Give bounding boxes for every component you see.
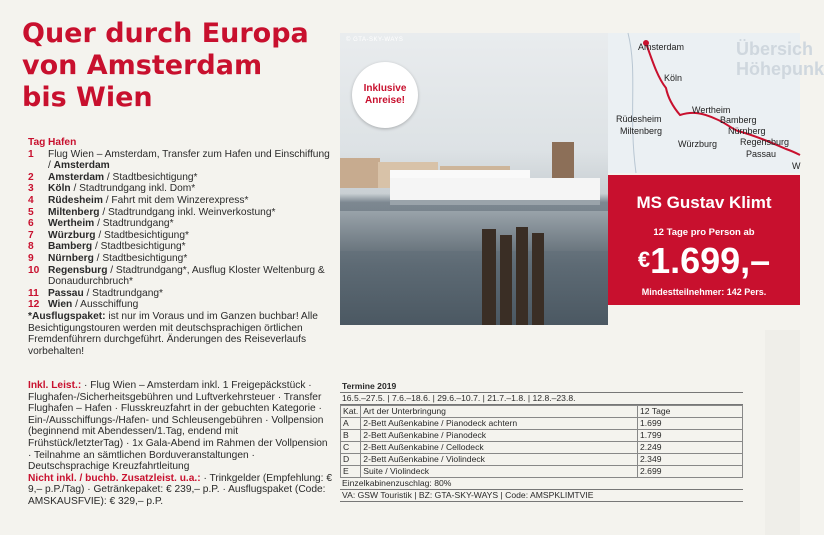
day-number: 11: [28, 287, 39, 299]
extras-label: Nicht inkl. / buchb. Zusatzleist. u.a.:: [28, 472, 201, 484]
day-description: [48, 218, 333, 230]
day-text-before: Flug Wien – Amsterdam, Transfer zum Hafen und Einschiffung /: [48, 148, 330, 172]
inclusions-text: · Flug Wien – Amsterdam inkl. 1 Freigepäckstück · Flughafen-/Sicherheitsgebühren und Luftverkehrsteuer · Transfer Flughafen – Hafen · Flusskreuzfahrt in der gebuchten Kategorie · Ein-/Ausschiffungs-/Hafen- und Schleusengebühren · Vollpension (beginnend mit Abendessen/1.Tag, endend mit Frühstück/letzterTag) · 1x Gala-Abend im Rahmen der Vollpension · Teilnahme an sämtlichen Borduveranstaltungen · Deutschsprachige Kreuzfahrtleitung: [28, 380, 328, 473]
city-wertheim: Wertheim: [692, 105, 731, 115]
page-title: [22, 18, 332, 114]
day-place: Nürnberg: [48, 252, 94, 264]
cabin-category: C: [341, 442, 361, 454]
header-port: Hafen: [48, 137, 77, 148]
day-place: Miltenberg: [48, 206, 100, 218]
duration: 12 Tage pro Person ab: [653, 227, 755, 238]
dates-title: Termine 2019: [340, 381, 743, 393]
itinerary-row: [28, 172, 333, 184]
day-number: 12: [28, 299, 40, 311]
table-header-row: [341, 406, 743, 418]
day-description: [48, 149, 333, 172]
min-participants: Mindestteilnehmer: 142 Pers.: [641, 287, 767, 297]
city-ruedesheim: Rüdesheim: [616, 114, 662, 124]
table-row: [341, 442, 743, 454]
day-text-after: / Stadtbesichtigung*: [95, 229, 189, 241]
cabin-type: Suite / Violindeck: [361, 466, 638, 478]
city-regensburg: Regensburg: [740, 137, 790, 147]
day-number: 8: [28, 241, 34, 253]
day-description: [48, 265, 333, 288]
itinerary-header: [28, 137, 333, 149]
cabin-category: B: [341, 430, 361, 442]
col-price: 12 Tage: [638, 406, 743, 418]
itinerary-row: [28, 241, 333, 253]
table-row: [341, 466, 743, 478]
city-nuernberg: Nürnberg: [728, 126, 766, 136]
day-text-after: / Stadtrundgang*, Ausflug Kloster Weltenburg & Donaudurchbruch*: [48, 264, 325, 288]
day-number: 3: [28, 183, 34, 195]
city-passau: Passau: [746, 149, 777, 159]
title-line-2: von Amsterdam: [22, 50, 263, 81]
day-text-after: / Stadtbesichtigung*: [92, 241, 186, 253]
day-description: [48, 172, 333, 184]
city-wien: W: [792, 161, 801, 171]
day-description: [48, 183, 333, 195]
title-line-3: bis Wien: [22, 82, 153, 113]
day-description: [48, 288, 333, 300]
itinerary-row: [28, 299, 333, 311]
day-description: [48, 299, 333, 311]
itinerary-row: [28, 149, 333, 172]
cabin-type: 2-Bett Außenkabine / Cellodeck: [361, 442, 638, 454]
day-number: 6: [28, 218, 34, 230]
itinerary-row: [28, 195, 333, 207]
price-box: [608, 175, 800, 305]
day-text-after: / Stadtbesichtigung*: [104, 171, 198, 183]
itinerary-row: [28, 230, 333, 242]
water-reflection: [340, 211, 608, 251]
header-day: Tag: [28, 137, 46, 148]
day-text-after: / Stadtbesichtigung*: [93, 252, 188, 264]
inclusions: [28, 380, 333, 508]
dates-table: [340, 381, 743, 502]
day-text-after: / Stadtrundgang*: [83, 287, 163, 299]
mooring-pile: [532, 233, 544, 325]
cabin-type: 2-Bett Außenkabine / Violindeck: [361, 454, 638, 466]
mooring-pile: [482, 229, 496, 325]
mooring-pile: [500, 235, 512, 325]
cabin-price: 2.699: [638, 466, 743, 478]
badge-line-2: Anreise!: [364, 95, 405, 106]
title-line-1: Quer durch Europa: [22, 18, 309, 49]
day-text-after: / Ausschiffung: [72, 299, 139, 311]
city-amsterdam: Amsterdam: [638, 42, 685, 52]
cabin-price: 2.249: [638, 442, 743, 454]
day-text-after: / Fahrt mit dem Winzerexpress*: [102, 194, 249, 206]
day-description: [48, 207, 333, 219]
ghost-line-1: Übersich: [736, 39, 814, 59]
city-wuerzburg: Würzburg: [678, 139, 718, 149]
day-description: [48, 230, 333, 242]
itinerary-days: [28, 149, 333, 311]
itinerary-row: [28, 218, 333, 230]
day-text-after: / Stadtrundgang*: [94, 218, 174, 230]
itinerary-row: [28, 207, 333, 219]
page-edge: [765, 330, 800, 535]
day-place: Amsterdam: [48, 171, 105, 183]
cabin-price: 1.699: [638, 418, 743, 430]
day-number: 1: [28, 148, 34, 160]
booking-codes: VA: GSW Touristik | BZ: GTA-SKY-WAYS | Code: AMSPKLIMTVIE: [340, 490, 743, 502]
day-number: 5: [28, 206, 34, 218]
day-number: 2: [28, 171, 34, 183]
day-place: Regensburg: [48, 264, 108, 276]
note-label: *Ausflugspaket:: [28, 310, 106, 322]
price-value: 1.699,–: [650, 240, 771, 281]
city-koeln: Köln: [664, 73, 683, 83]
dates-list: 16.5.–27.5. | 7.6.–18.6. | 29.6.–10.7. | 21.7.–1.8. | 12.8.–23.8.: [340, 393, 743, 405]
day-place: Amsterdam: [53, 160, 110, 172]
itinerary-row: [28, 288, 333, 300]
cabin-type: 2-Bett Außenkabine / Pianodeck: [361, 430, 638, 442]
day-text-after: / Stadtrundgang inkl. Weinverkostung*: [99, 206, 276, 218]
cabin-price: 1.799: [638, 430, 743, 442]
day-place: Würzburg: [48, 229, 96, 241]
table-row: [341, 454, 743, 466]
day-place: Köln: [48, 183, 71, 195]
city-bamberg: Bamberg: [720, 115, 757, 125]
table-row: [341, 418, 743, 430]
cabin-type: 2-Bett Außenkabine / Pianodeck achtern: [361, 418, 638, 430]
cabin-table: [340, 405, 743, 478]
day-text-after: / Stadtrundgang inkl. Dom*: [70, 183, 196, 195]
col-kat: Kat.: [341, 406, 361, 418]
price: [608, 239, 800, 282]
cabin-category: E: [341, 466, 361, 478]
ship-name: MS Gustav Klimt: [636, 193, 772, 212]
cabin-category: A: [341, 418, 361, 430]
itinerary-row: [28, 253, 333, 265]
day-description: [48, 241, 333, 253]
city-miltenberg: Miltenberg: [620, 126, 663, 136]
day-number: 7: [28, 229, 34, 241]
ghost-line-2: Höhepunk: [736, 59, 824, 79]
day-description: [48, 253, 333, 265]
extras-text: · Trinkgelder (Empfehlung: € 9,– p.P./Tag) · Getränkepaket: € 239,– p.P. · Ausflugspaket (Code: AMSKAUSFVIE): € 329,– p.P.: [28, 472, 333, 507]
day-number: 4: [28, 194, 34, 206]
day-number: 9: [28, 252, 34, 264]
arrival-badge: [352, 62, 418, 128]
currency: €: [637, 247, 651, 272]
day-place: Passau: [48, 287, 84, 299]
badge-line-1: Inklusive: [363, 83, 407, 94]
day-description: [48, 195, 333, 207]
day-number: 10: [28, 264, 40, 276]
route-map: [608, 33, 824, 173]
note-text: ist nur im Voraus und im Ganzen buchbar! Alle Besichtigungstouren werden mit deutschsprachigen örtlichen Fremdenführern durchgeführt. Änderungen des Reiseverlaufs vorbehalten!: [28, 310, 318, 357]
day-place: Wertheim: [48, 218, 95, 230]
day-place: Bamberg: [48, 241, 93, 253]
mooring-pile: [516, 227, 528, 325]
day-place: Wien: [48, 299, 73, 311]
single-supplement: Einzelkabinenzuschlag: 80%: [340, 478, 743, 490]
photo-credit: © GTA-SKY-WAYS: [346, 37, 404, 43]
cabin-price: 2.349: [638, 454, 743, 466]
cabin-category: D: [341, 454, 361, 466]
itinerary-row: [28, 265, 333, 288]
building: [340, 158, 380, 188]
river-ship: [390, 178, 600, 205]
excursion-note: [28, 311, 333, 357]
itinerary: [28, 137, 333, 357]
inclusions-label: Inkl. Leist.:: [28, 380, 82, 391]
itinerary-row: [28, 183, 333, 195]
day-place: Rüdesheim: [48, 194, 103, 206]
col-type: Art der Unterbringung: [361, 406, 638, 418]
table-row: [341, 430, 743, 442]
